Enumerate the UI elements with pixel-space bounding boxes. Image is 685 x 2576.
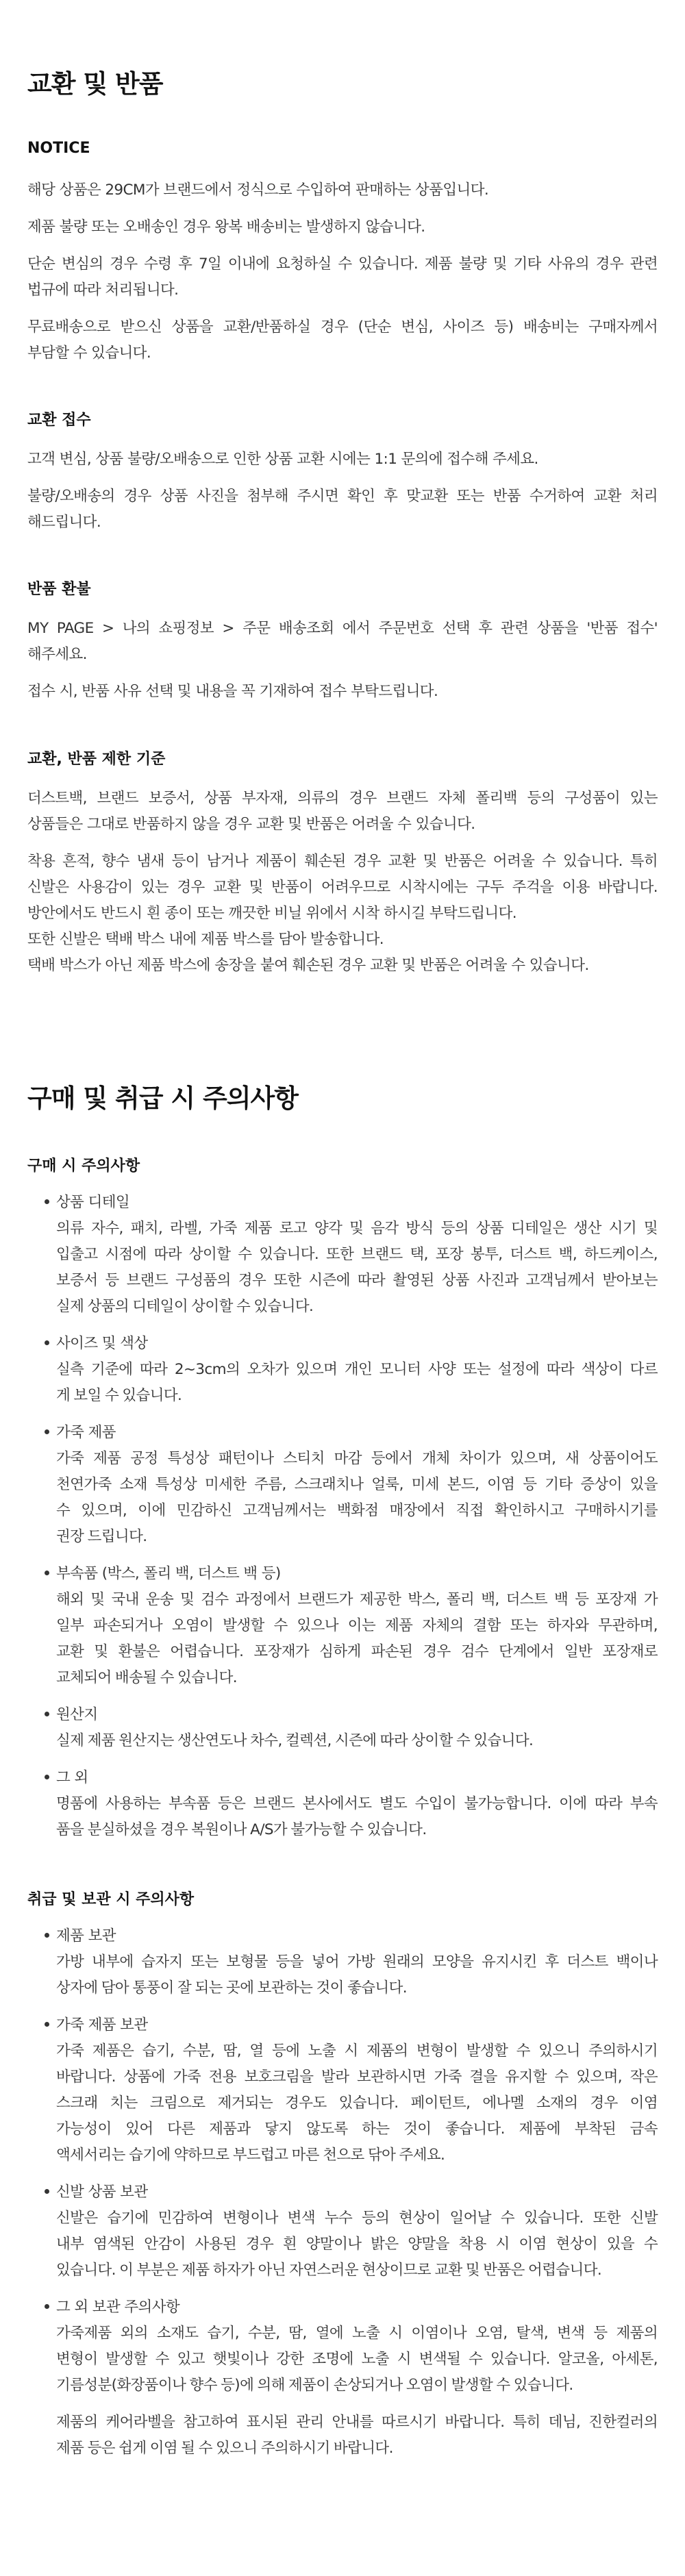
item-title: 제품 보관 <box>56 1927 116 1944</box>
item-line: 기름성분(화장품이나 향수 등)에 의해 제품이 손상되거나 오염이 발생할 수 있습니다. <box>56 2377 573 2394</box>
item-line: 권장 드립니다. <box>56 1528 147 1545</box>
notice-line: 제품 불량 또는 오배송인 경우 왕복 배송비는 발생하지 않습니다. <box>27 218 425 236</box>
item-line: 명품에 사용하는 부속품 등은 브랜드 본사에서도 별도 수입이 불가능합니다. 이에 따라 부속 <box>56 1795 658 1812</box>
refund-line: 접수 시, 반품 사유 선택 및 내용을 꼭 기재하여 접수 부탁드립니다. <box>27 683 438 700</box>
restriction-line: 신발은 사용감이 있는 경우 교환 및 반품이 어려우므로 시착시에는 구두 주걱을 이용 바랍니다. <box>27 879 658 896</box>
storage-caution-heading: 취급 및 보관 시 주의사항 <box>27 1891 195 1908</box>
item-line: 신발은 습기에 민감하여 변형이나 변색 누수 등의 현상이 일어날 수 있습니다. 또한 신발 <box>56 2210 658 2227</box>
bullet-dot <box>45 1933 49 1938</box>
exchange-receipt-heading: 교환 접수 <box>27 412 91 429</box>
refund-line: MY PAGE > 나의 쇼핑정보 > 주문 배송조회 에서 주문번호 선택 후 관련 상품을 '반품 접수' <box>27 620 658 637</box>
restriction-line: 더스트백, 브랜드 보증서, 상품 부자재, 의류의 경우 브랜드 자체 폴리백 등의 구성품이 있는 <box>27 790 658 807</box>
item-line: 실측 기준에 따라 2~3cm의 오차가 있으며 개인 모니터 사양 또는 설정에 따라 색상이 다르 <box>56 1361 658 1378</box>
item-line: 보증서 등 브랜드 구성품의 경우 또한 시즌에 따라 촬영된 상품 사진과 고객님께서 받아보는 <box>56 1272 658 1289</box>
item-line: 제품의 케어라벨을 참고하여 표시된 관리 안내를 따르시기 바랍니다. 특히 데님, 진한컬러의 <box>56 2414 658 2431</box>
item-line: 수 있으며, 이에 민감하신 고객님께서는 백화점 매장에서 직접 확인하시고 구매하시기를 <box>56 1502 658 1519</box>
bullet-dot <box>45 2304 49 2309</box>
item-title: 가죽 제품 <box>56 1424 116 1441</box>
item-line: 가방 내부에 습자지 또는 보형물 등을 넣어 가방 원래의 모양을 유지시킨 후 더스트 백이나 <box>56 1953 658 1971</box>
item-title: 상품 디테일 <box>56 1194 130 1211</box>
item-title: 그 외 보관 주의사항 <box>56 2299 180 2316</box>
notice-line: 무료배송으로 받으신 상품을 교환/반품하실 경우 (단순 변심, 사이즈 등) 배송비는 구매자께서 <box>27 318 658 336</box>
item-line: 액세서리는 습기에 약하므로 부드럽고 마른 천으로 닦아 주세요. <box>56 2147 445 2164</box>
restriction-heading: 교환, 반품 제한 기준 <box>27 751 166 768</box>
item-line: 의류 자수, 패치, 라벨, 가죽 제품 로고 양각 및 음각 방식 등의 상품 디테일은 생산 시기 및 <box>56 1220 658 1237</box>
restriction-line: 상품들은 그대로 반품하지 않을 경우 교환 및 반품은 어려울 수 있습니다. <box>27 816 475 833</box>
item-line: 입출고 시점에 따라 상이할 수 있습니다. 또한 브랜드 택, 포장 봉투, 더스트 백, 하드케이스, <box>56 1246 658 1263</box>
notice-line: 부담할 수 있습니다. <box>27 345 151 362</box>
item-title: 사이즈 및 색상 <box>56 1335 148 1352</box>
bullet-dot <box>45 1712 49 1716</box>
bullet-dot <box>45 1775 49 1779</box>
item-line: 가죽제품 외의 소재도 습기, 수분, 땀, 열에 노출 시 이염이나 오염, 탈색, 변색 등 제품의 <box>56 2325 658 2342</box>
purchase-caution-heading: 구매 시 주의사항 <box>27 1158 140 1175</box>
notice-heading: NOTICE <box>27 140 90 157</box>
item-line: 실제 제품 원산지는 생산연도나 차수, 컬렉션, 시즌에 따라 상이할 수 있습니다. <box>56 1732 534 1749</box>
bullet-dot <box>45 1340 49 1345</box>
exchange-return-title: 교환 및 반품 <box>27 69 163 99</box>
refund-line: 해주세요. <box>27 646 87 663</box>
notice-line: 해당 상품은 29CM가 브랜드에서 정식으로 수입하여 판매하는 상품입니다. <box>27 182 489 199</box>
item-line: 품을 분실하셨을 경우 복원이나 A/S가 불가능할 수 있습니다. <box>56 1821 427 1838</box>
item-line: 교체되어 배송될 수 있습니다. <box>56 1669 237 1686</box>
restriction-line: 방안에서도 반드시 흰 종이 또는 깨끗한 비닐 위에서 시착 하시길 부탁드립니다. <box>27 905 516 922</box>
restriction-line: 착용 흔적, 향수 냄새 등이 남거나 제품이 훼손된 경우 교환 및 반품은 어려울 수 있습니다. 특히 <box>27 853 658 870</box>
restriction-line: 또한 신발은 택배 박스 내에 제품 박스를 담아 발송합니다. <box>27 931 384 948</box>
item-line: 가죽 제품 공정 특성상 패턴이나 스티치 마감 등에서 개체 차이가 있으며, 새 상품이어도 <box>56 1450 658 1467</box>
item-line: 실제 상품의 디테일이 상이할 수 있습니다. <box>56 1298 314 1315</box>
item-line: 게 보일 수 있습니다. <box>56 1387 182 1404</box>
item-line: 상자에 담아 통풍이 잘 되는 곳에 보관하는 것이 좋습니다. <box>56 1979 407 1997</box>
notice-line: 단순 변심의 경우 수령 후 7일 이내에 요청하실 수 있습니다. 제품 불량 및 기타 사유의 경우 관련 <box>27 255 658 273</box>
item-title: 부속품 (박스, 폴리 백, 더스트 백 등) <box>56 1565 281 1582</box>
item-line: 바랍니다. 상품에 가죽 전용 보호크림을 발라 보관하시면 가죽 결을 유지할 수 있으며, 작은 <box>56 2068 658 2086</box>
item-line: 변형이 발생할 수 있고 햇빛이나 강한 조명에 노출 시 변색될 수 있습니다. 알코올, 아세톤, <box>56 2351 658 2368</box>
refund-heading: 반품 환불 <box>27 581 91 598</box>
item-title: 원산지 <box>56 1706 98 1723</box>
item-line: 해외 및 국내 운송 및 검수 과정에서 브랜드가 제공한 박스, 폴리 백, 더스트 백 등 포장재 가 <box>56 1591 658 1608</box>
bullet-dot <box>45 2022 49 2027</box>
item-title: 가죽 제품 보관 <box>56 2016 148 2034</box>
restriction-line: 택배 박스가 아닌 제품 박스에 송장을 붙여 훼손된 경우 교환 및 반품은 어려울 수 있습니다. <box>27 957 589 974</box>
item-title: 그 외 <box>56 1769 88 1786</box>
caution-title: 구매 및 취급 시 주의사항 <box>27 1084 298 1113</box>
notice-line: 법규에 따라 처리됩니다. <box>27 282 179 299</box>
item-title: 신발 상품 보관 <box>56 2184 148 2201</box>
exchange-receipt-line: 해드립니다. <box>27 514 101 531</box>
exchange-receipt-line: 고객 변심, 상품 불량/오배송으로 인한 상품 교환 시에는 1:1 문의에 접수해 주세요. <box>27 451 538 468</box>
bullet-dot <box>45 1199 49 1204</box>
item-line: 제품 등은 쉽게 이염 될 수 있으니 주의하시기 바랍니다. <box>56 2440 393 2457</box>
exchange-receipt-line: 불량/오배송의 경우 상품 사진을 첨부해 주시면 확인 후 맞교환 또는 반품 수거하여 교환 처리 <box>27 488 658 505</box>
item-line: 가죽 제품은 습기, 수분, 땀, 열 등에 노출 시 제품의 변형이 발생할 수 있으니 주의하시기 <box>56 2042 658 2060</box>
item-line: 천연가죽 소재 특성상 미세한 주름, 스크래치나 얼룩, 미세 본드, 이염 등 기타 증상이 있을 <box>56 1476 658 1493</box>
item-line: 가능성이 있어 다른 제품과 닿지 않도록 하는 것이 좋습니다. 제품에 부착된 금속 <box>56 2121 658 2138</box>
item-line: 일부 파손되거나 오염이 발생할 수 있으나 이는 제품 자체의 결함 또는 하자와 무관하며, <box>56 1617 658 1634</box>
item-line: 스크래 치는 크림으로 제거되는 경우도 있습니다. 페이턴트, 에나멜 소재의 경우 이염 <box>56 2094 658 2112</box>
item-line: 내부 염색된 안감이 사용된 경우 흰 양말이나 밝은 양말을 착용 시 이염 현상이 있을 수 <box>56 2236 658 2253</box>
item-line: 교환 및 환불은 어렵습니다. 포장재가 심하게 파손된 경우 검수 단계에서 일반 포장재로 <box>56 1643 658 1660</box>
item-line: 있습니다. 이 부분은 제품 하자가 아닌 자연스러운 현상이므로 교환 및 반품은 어렵습니다. <box>56 2262 602 2279</box>
bullet-dot <box>45 1429 49 1434</box>
bullet-dot <box>45 2189 49 2194</box>
bullet-dot <box>45 1571 49 1575</box>
